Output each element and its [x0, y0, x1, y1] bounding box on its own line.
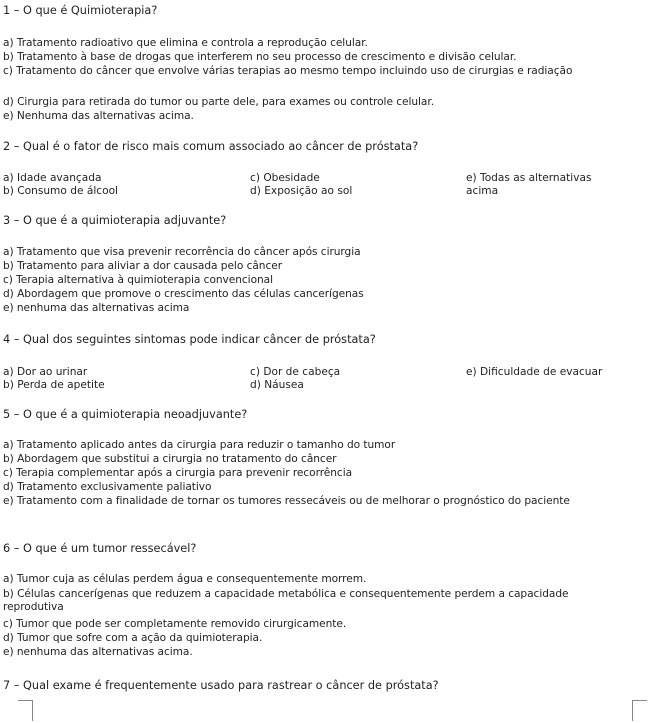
question-6-title: 6 – O que é um tumor ressecável? [3, 542, 197, 555]
question-6-option-a: a) Tumor cuja as células perdem água e consequentemente morrem. [3, 573, 367, 585]
question-1-title: 1 – O que é Quimioterapia? [3, 4, 158, 17]
question-3-option-b: b) Tratamento para aliviar a dor causada pelo câncer [3, 260, 282, 272]
question-1-option-e: e) Nenhuma das alternativas acima. [3, 110, 194, 122]
question-7-title: 7 – Qual exame é frequentemente usado para rastrear o câncer de próstata? [3, 679, 439, 692]
question-4-option-a: a) Dor ao urinar [3, 366, 88, 378]
question-2-option-e-continued: acima [466, 185, 499, 197]
question-3-option-e: e) nenhuma das alternativas acima [3, 302, 190, 314]
question-4-option-e: e) Dificuldade de evacuar [466, 366, 603, 378]
question-3-title: 3 – O que é a quimioterapia adjuvante? [3, 214, 227, 227]
question-6-option-e: e) nenhuma das alternativas acima. [3, 646, 193, 658]
question-6-option-d: d) Tumor que sofre com a ação da quimioterapia. [3, 632, 263, 644]
question-4-option-b: b) Perda de apetite [3, 379, 105, 391]
question-2-option-e: e) Todas as alternativas [466, 172, 592, 184]
question-4-title: 4 – Qual dos seguintes sintomas pode indicar câncer de próstata? [3, 333, 376, 346]
question-2-option-c: c) Obesidade [250, 172, 320, 184]
question-2-option-d: d) Exposição ao sol [250, 185, 353, 197]
page-margin-marker-right [632, 700, 647, 721]
question-2-option-a: a) Idade avançada [3, 172, 102, 184]
question-5-option-a: a) Tratamento aplicado antes da cirurgia para reduzir o tamanho do tumor [3, 439, 396, 451]
question-1-option-c: c) Tratamento do câncer que envolve várias terapias ao mesmo tempo incluindo uso de cirurgias e radiação [3, 65, 573, 77]
question-6-option-c: c) Tumor que pode ser completamente removido cirurgicamente. [3, 618, 347, 630]
question-3-option-d: d) Abordagem que promove o crescimento das células cancerígenas [3, 288, 364, 300]
question-5-option-c: c) Terapia complementar após a cirurgia para prevenir recorrência [3, 467, 353, 479]
question-3-option-c: c) Terapia alternativa à quimioterapia convencional [3, 274, 273, 286]
question-1-option-d: d) Cirurgia para retirada do tumor ou parte dele, para exames ou controle celular. [3, 96, 435, 108]
question-6-option-b: b) Células cancerígenas que reduzem a capacidade metabólica e consequentemente perdem a capacidade reprodutiva [3, 588, 569, 613]
question-2-title: 2 – Qual é o fator de risco mais comum associado ao câncer de próstata? [3, 140, 419, 153]
question-4-option-c: c) Dor de cabeça [250, 366, 341, 378]
page-margin-marker-left [18, 700, 33, 721]
question-5-option-b: b) Abordagem que substitui a cirurgia no tratamento do câncer [3, 453, 337, 465]
question-5-title: 5 – O que é a quimioterapia neoadjuvante? [3, 408, 248, 421]
question-3-option-a: a) Tratamento que visa prevenir recorrência do câncer após cirurgia [3, 246, 361, 258]
question-5-option-d: d) Tratamento exclusivamente paliativo [3, 481, 212, 493]
question-1-option-b: b) Tratamento à base de drogas que interferem no seu processo de crescimento e divisão celular. [3, 51, 517, 63]
question-4-option-d: d) Náusea [250, 379, 304, 391]
question-5-option-e: e) Tratamento com a finalidade de tornar os tumores ressecáveis ou de melhorar o prognóstico do paciente [3, 495, 570, 507]
question-1-option-a: a) Tratamento radioativo que elimina e controla a reprodução celular. [3, 37, 368, 49]
question-2-option-b: b) Consumo de álcool [3, 185, 118, 197]
